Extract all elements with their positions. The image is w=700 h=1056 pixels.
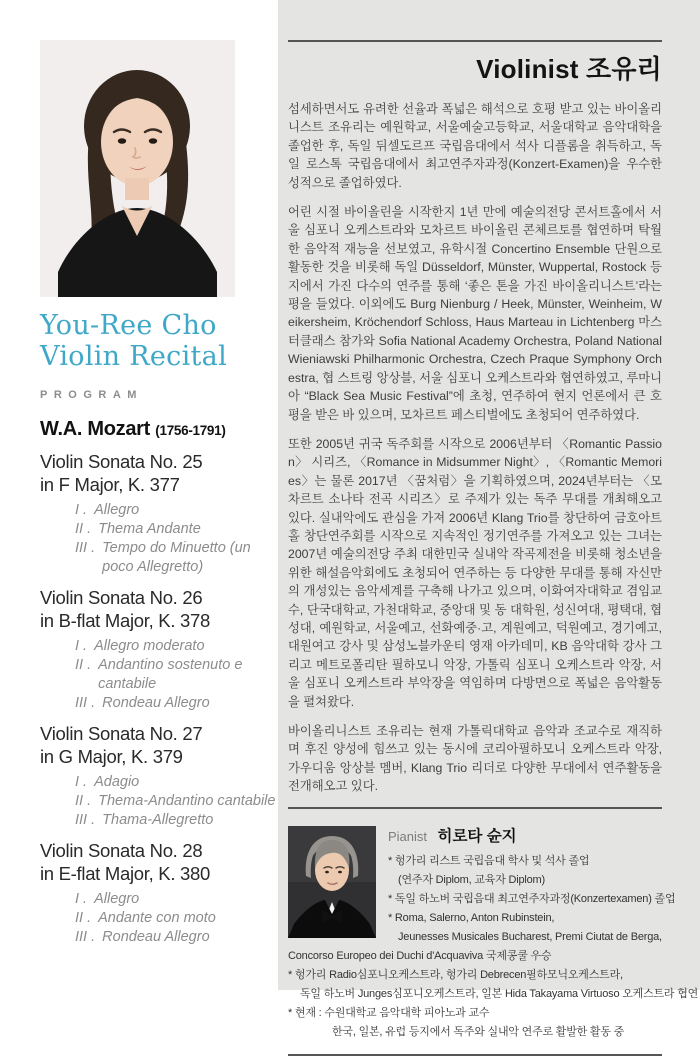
movement-name: Andantino sostenuto e cantabile <box>98 657 243 692</box>
movement-numeral: III . <box>75 812 96 828</box>
movement-name: Adagio <box>94 774 140 790</box>
movement-numeral: II . <box>75 521 92 537</box>
movement-numeral: III . <box>75 929 96 945</box>
bio-panel <box>278 0 700 1038</box>
movement <box>75 928 278 947</box>
pianist-credential-line: 독일 하노버 Junges심포니오케스트라, 일본 Hida Takayama Virtuoso 오케스트라 협연 <box>300 987 699 1000</box>
bio-paragraph-4: 바이올리니스트 조유리는 현재 가톨릭대학교 음악과 조교수로 재직하며 후진 양성에 힘쓰고 있는 동시에 코리아필하모니 오케스트라 악장, 가우디움 앙상블 멤버, Klang Trio 리더로 다양한 무대에서 연주활동을 전개해오고 있다. <box>288 724 662 794</box>
movement <box>75 539 278 577</box>
movement <box>75 909 278 928</box>
bio-paragraph-2: 어린 시절 바이올린을 시작한지 1년 만에 예술의전당 콘서트홀에서 서울 심포니 오케스트라와 모차르트 바이올린 콘체르토를 협연하며 탁월한 음악적 재능을 선보였고, 유학시절 Concertino Ensemble 단원으로 활동한 것을 비롯해 독일 Düsseldorf, Münster, Wuppertal, Rostock 등지에서 가진 다수의 연주를 통해 ‘좋은 톤을 가진 바이올리니스트’라는 평을 들었다. 이외에도 Burg Nienburg / Heek, Münster, Weinheim, Weikersheim, Kröchendorf Schloss, Haus Marteau in Lichtenberg 마스터클래스 참가와 Sofia National Academy Orchestra, Poland National Wieniawski Philharmonic Orchestra, Czech Praque Symphony Orchestra, 협 스트링 앙상블, 서울 심포니 오케스트라와 협연하였고, 루마니아 “Black Sea Music Festival”에 초청, 연주하여 현지 언론에서 큰 호평을 받은 바 있으며, 모차르트 페스티벌에도 초청되어 연주하였다. <box>288 205 662 422</box>
piece-sonata-25 <box>40 451 278 577</box>
middle-divider <box>288 807 662 809</box>
piece-title <box>40 840 278 885</box>
piece-title-line1: Violin Sonata No. 28 <box>40 840 203 861</box>
composer-dates: (1756-1791) <box>155 423 226 438</box>
movement <box>75 501 278 520</box>
piece-title-line2: in B-flat Major, K. 378 <box>40 609 210 631</box>
pianist-section <box>288 824 699 1042</box>
pianist-credential-line: * Roma, Salerno, Anton Rubinstein, <box>388 911 555 924</box>
movement-numeral: II . <box>75 793 92 809</box>
composer-name: W.A. Mozart <box>40 418 151 440</box>
left-column <box>0 0 278 990</box>
recital-title <box>40 310 278 372</box>
pianist-credential-line: Concorso Europeo dei Duchi d'Acquaviva 국제콩쿨 우승 <box>288 949 552 962</box>
piece-title-line1: Violin Sonata No. 25 <box>40 451 203 472</box>
movement <box>75 890 278 909</box>
movement-list <box>75 890 278 947</box>
piece-title-line1: Violin Sonata No. 26 <box>40 587 203 608</box>
movement-name: Allegro <box>94 502 140 518</box>
composer-heading <box>40 418 278 441</box>
pianist-credential-line: * 헝가리 Radio심포니오케스트라, 헝가리 Debrecen필하모닉오케스트라, <box>288 968 623 981</box>
program-label: PROGRAM <box>40 389 143 401</box>
pianist-credential-line: (연주자 Diplom, 교육자 Diplom) <box>398 873 545 886</box>
movement <box>75 811 278 830</box>
movement-numeral: I . <box>75 502 88 518</box>
piece-sonata-26 <box>40 587 278 713</box>
pianist-photo <box>288 826 376 938</box>
movement <box>75 520 278 539</box>
piece-title-line2: in E-flat Major, K. 380 <box>40 862 210 884</box>
bio-paragraph-3: 또한 2005년 귀국 독주회를 시작으로 2006년부터 〈Romantic Passion〉 시리즈, 〈Romance in Midsummer Night〉, 〈Romantic Memories〉는 물론 2017년 〈꿈처럼〉을 기획하였으며, 2024년부터는 〈모차르트 소나타 전곡 시리즈〉로 주제가 있는 독주 무대를 개최해오고 있다. 실내악에도 관심을 가져 2006년 Klang Trio를 창단하여 금호아트홀 창단연주회를 시작으로 지속적인 정기연주를 가져오고 있는 그녀는 2007년 예술의전당 주최 대한민국 실내악 작곡제전을 비롯해 청소년을 위한 해설음악회에도 초청되어 연주하는 등 다양한 무대를 통해 자신만의 개성있는 음악세계를 구축해 나가고 있으며, 이화여자대학교 겸임교수, 단국대학교, 가천대학교, 중앙대 및 동 대학원, 성신여대, 평택대, 협성대, 예원학교, 서울예고, 선화예중·고, 계원예고, 덕원예고, 경기예고, 대원여고 강사 및 삼성노블카운티 영재 아카데미, KB 음악대학 강사 그리고 메트로폴리탄 필하모니 악장, 가톨릭 심포니 오케스트라 악장, 서울 심포니 오케스트라 부악장을 역임하며 다방면으로 폭넓은 음악활동을 펼쳐왔다. <box>288 436 662 709</box>
pianist-credential-line: 한국, 일본, 유럽 등지에서 독주와 실내악 연주로 활발한 활동 중 <box>332 1025 625 1038</box>
piece-title <box>40 723 278 768</box>
pianist-credential-line: * 헝가리 리스트 국립음대 학사 및 석사 졸업 <box>388 854 590 867</box>
movement-numeral: I . <box>75 638 88 654</box>
violinist-heading: Violinist 조유리 <box>476 54 662 84</box>
pianist-label: Pianist <box>388 828 428 844</box>
movement-name: Allegro moderato <box>94 638 205 654</box>
piece-sonata-28 <box>40 840 278 947</box>
piece-title <box>40 587 278 632</box>
pianist-name: 히로타 슌지 <box>437 827 517 845</box>
bio-paragraph-1: 섬세하면서도 유려한 선율과 폭넓은 해석으로 호평 받고 있는 바이올리니스트 조유리는 예원학교, 서울예술고등학교, 서울대학교 음악대학을 졸업한 후, 독일 뒤셀도르프 국립음대에서 석사 디플롬을 취득하고, 독일 로스톡 국립음대에서 최고연주자과정(Konzert-Examen)을 우수한 성적으로 졸업하였다. <box>288 102 662 190</box>
movement-numeral: I . <box>75 774 88 790</box>
violinist-photo <box>40 40 235 297</box>
recital-title-line1: You-Ree Cho <box>40 310 217 341</box>
pianist-heading <box>388 824 662 846</box>
movement-name: Andante con moto <box>98 910 216 926</box>
recital-title-line2: Violin Recital <box>40 341 228 372</box>
movement-numeral: III . <box>75 695 96 711</box>
movement <box>75 656 278 694</box>
pianist-credential-line: * 독일 하노버 국립음대 최고연주자과정(Konzertexamen) 졸업 <box>388 892 676 905</box>
movement-name: Rondeau Allegro <box>102 929 210 945</box>
piece-sonata-27 <box>40 723 278 830</box>
movement-name: Thema Andante <box>98 521 201 537</box>
movement-name: Rondeau Allegro <box>102 695 210 711</box>
piece-title-line2: in G Major, K. 379 <box>40 745 183 767</box>
movement-numeral: II . <box>75 910 92 926</box>
movement <box>75 694 278 713</box>
movement <box>75 637 278 656</box>
movement-name: Allegro <box>94 891 140 907</box>
movement <box>75 773 278 792</box>
movement-list <box>75 773 278 830</box>
movement-numeral: III . <box>75 540 96 556</box>
piece-title-line1: Violin Sonata No. 27 <box>40 723 203 744</box>
movement-name: Tempo do Minuetto (un poco Allegretto) <box>102 540 251 575</box>
piece-title-line2: in F Major, K. 377 <box>40 473 180 495</box>
movement-name: Thema-Andantino cantabile <box>98 793 276 809</box>
piece-title <box>40 451 278 496</box>
movement <box>75 792 278 811</box>
movement-numeral: II . <box>75 657 92 673</box>
movement-list <box>75 501 278 577</box>
pianist-credential-line: Jeunesses Musicales Bucharest, Premi Ciutat de Berga, <box>398 930 662 943</box>
top-divider <box>288 40 662 42</box>
movement-list <box>75 637 278 713</box>
bottom-divider <box>288 1054 662 1056</box>
pianist-credential-line: * 현재 : 수원대학교 음악대학 피아노과 교수 <box>288 1006 490 1019</box>
movement-numeral: I . <box>75 891 88 907</box>
movement-name: Thama-Allegretto <box>102 812 214 828</box>
